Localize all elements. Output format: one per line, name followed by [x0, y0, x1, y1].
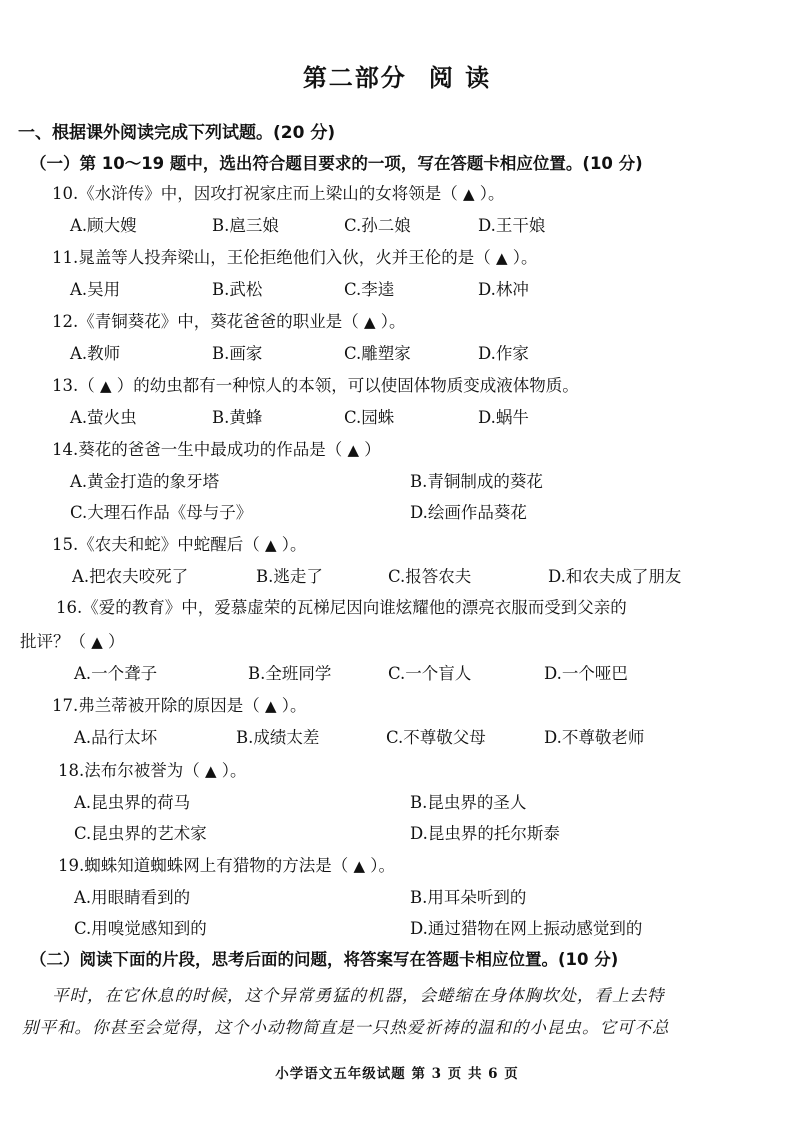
option-a: A.萤火虫: [70, 408, 137, 427]
option-c: C.大理石作品《母与子》: [70, 503, 253, 522]
answer-mark-icon: ▲: [496, 249, 508, 267]
option-row: [70, 884, 760, 908]
option-row: [70, 212, 760, 236]
option-b: B.昆虫界的圣人: [410, 793, 527, 812]
option-d: D.不尊敬老师: [544, 728, 645, 747]
option-row: [70, 468, 760, 492]
question-stem: 10.《水浒传》中，因攻打祝家庄而上梁山的女将领是（ ▲ ）。: [52, 184, 505, 203]
option-c: C.孙二娘: [344, 216, 411, 235]
question-stem-continuation: 批评？（ ▲ ）: [20, 632, 125, 651]
option-a: A.用眼睛看到的: [74, 888, 191, 907]
option-a: A.品行太坏: [74, 728, 158, 747]
title-name: 阅 读: [428, 64, 492, 92]
subsection-heading: （一）第 10～19 题中，选出符合题目要求的一项，写在答题卡相应位置。(10 分): [30, 154, 643, 173]
question-stem: 14.葵花的爸爸一生中最成功的作品是（ ▲ ）: [52, 440, 381, 459]
option-c: C.雕塑家: [344, 344, 411, 363]
option-d: D.林冲: [478, 280, 529, 299]
answer-mark-icon: ▲: [205, 762, 217, 780]
option-a: A.昆虫界的荷马: [74, 793, 191, 812]
option-d: D.蜗牛: [478, 408, 529, 427]
option-b: B.黄蜂: [212, 408, 263, 427]
passage-line: 别平和。你甚至会觉得，这个小动物简直是一只热爱祈祷的温和的小昆虫。它可不总: [22, 1018, 670, 1037]
option-c: C.不尊敬父母: [386, 728, 486, 747]
question-stem: 12.《青铜葵花》中，葵花爸爸的职业是（ ▲ ）。: [52, 312, 406, 331]
question-stem: 18.法布尔被誉为（ ▲ ）。: [58, 761, 247, 780]
option-c: C.一个盲人: [388, 664, 472, 683]
option-d: D.王干娘: [478, 216, 546, 235]
option-d: D.和农夫成了朋友: [548, 567, 682, 586]
answer-mark-icon: ▲: [265, 536, 277, 554]
option-c: C.用嗅觉感知到的: [74, 919, 207, 938]
answer-mark-icon: ▲: [100, 377, 112, 395]
option-c: C.李逵: [344, 280, 395, 299]
section-heading: 一、根据课外阅读完成下列试题。(20 分): [18, 123, 336, 143]
option-a: A.一个聋子: [74, 664, 158, 683]
option-b: B.逃走了: [256, 567, 323, 586]
option-c: C.园蛛: [344, 408, 395, 427]
option-d: D.绘画作品葵花: [410, 503, 527, 522]
option-b: B.画家: [212, 344, 263, 363]
question-stem: 16.《爱的教育》中，爱慕虚荣的瓦梯尼因向谁炫耀他的漂亮衣服而受到父亲的: [56, 598, 627, 617]
question-stem: 15.《农夫和蛇》中蛇醒后（ ▲ ）。: [52, 535, 307, 554]
option-d: D.作家: [478, 344, 529, 363]
option-a: A.顾大嫂: [70, 216, 137, 235]
answer-mark-icon: ▲: [463, 185, 475, 203]
option-row: [70, 563, 760, 587]
question-stem: 11.晁盖等人投奔梁山，王伦拒绝他们入伙，火并王伦的是（ ▲ ）。: [52, 248, 538, 267]
option-a: A.吴用: [70, 280, 121, 299]
option-d: D.昆虫界的托尔斯泰: [410, 824, 560, 843]
option-a: A.黄金打造的象牙塔: [70, 472, 220, 491]
option-d: D.通过猎物在网上振动感觉到的: [410, 919, 643, 938]
option-d: D.一个哑巴: [544, 664, 628, 683]
option-b: B.成绩太差: [236, 728, 320, 747]
option-b: B.武松: [212, 280, 263, 299]
question-stem: 13.（ ▲ ）的幼虫都有一种惊人的本领，可以使固体物质变成液体物质。: [52, 376, 579, 395]
question-stem: 17.弗兰蒂被开除的原因是（ ▲ ）。: [52, 696, 307, 715]
option-row: [70, 340, 760, 364]
option-row: [70, 820, 760, 844]
subsection-heading: （二）阅读下面的片段，思考后面的问题，将答案写在答题卡相应位置。(10 分): [30, 950, 619, 969]
option-a: A.教师: [70, 344, 121, 363]
option-row: [70, 499, 760, 523]
option-row: [70, 915, 760, 939]
answer-mark-icon: ▲: [353, 857, 366, 875]
page-footer: 小学语文五年级试题 第 3 页 共 6 页: [275, 1066, 519, 1082]
answer-mark-icon: ▲: [91, 633, 103, 651]
question-stem: 19.蜘蛛知道蜘蛛网上有猎物的方法是（ ▲ ）。: [58, 856, 396, 875]
option-b: B.扈三娘: [212, 216, 279, 235]
option-row: [70, 276, 760, 300]
passage-line: 平时，在它休息的时候，这个异常勇猛的机器，会蜷缩在身体胸坎处，看上去特: [52, 986, 665, 1005]
option-c: C.昆虫界的艺术家: [74, 824, 207, 843]
option-row: [70, 660, 760, 684]
option-row: [70, 789, 760, 813]
option-b: B.用耳朵听到的: [410, 888, 527, 907]
option-b: B.青铜制成的葵花: [410, 472, 543, 491]
answer-mark-icon: ▲: [364, 313, 376, 331]
option-a: A.把农夫咬死了: [72, 567, 189, 586]
page-title: [0, 58, 794, 93]
option-row: [70, 404, 760, 428]
title-part: 第二部分: [302, 64, 407, 92]
option-row: [70, 724, 760, 748]
option-c: C.报答农夫: [388, 567, 472, 586]
option-b: B.全班同学: [248, 664, 332, 683]
answer-mark-icon: ▲: [265, 697, 277, 715]
answer-mark-icon: ▲: [347, 441, 360, 459]
